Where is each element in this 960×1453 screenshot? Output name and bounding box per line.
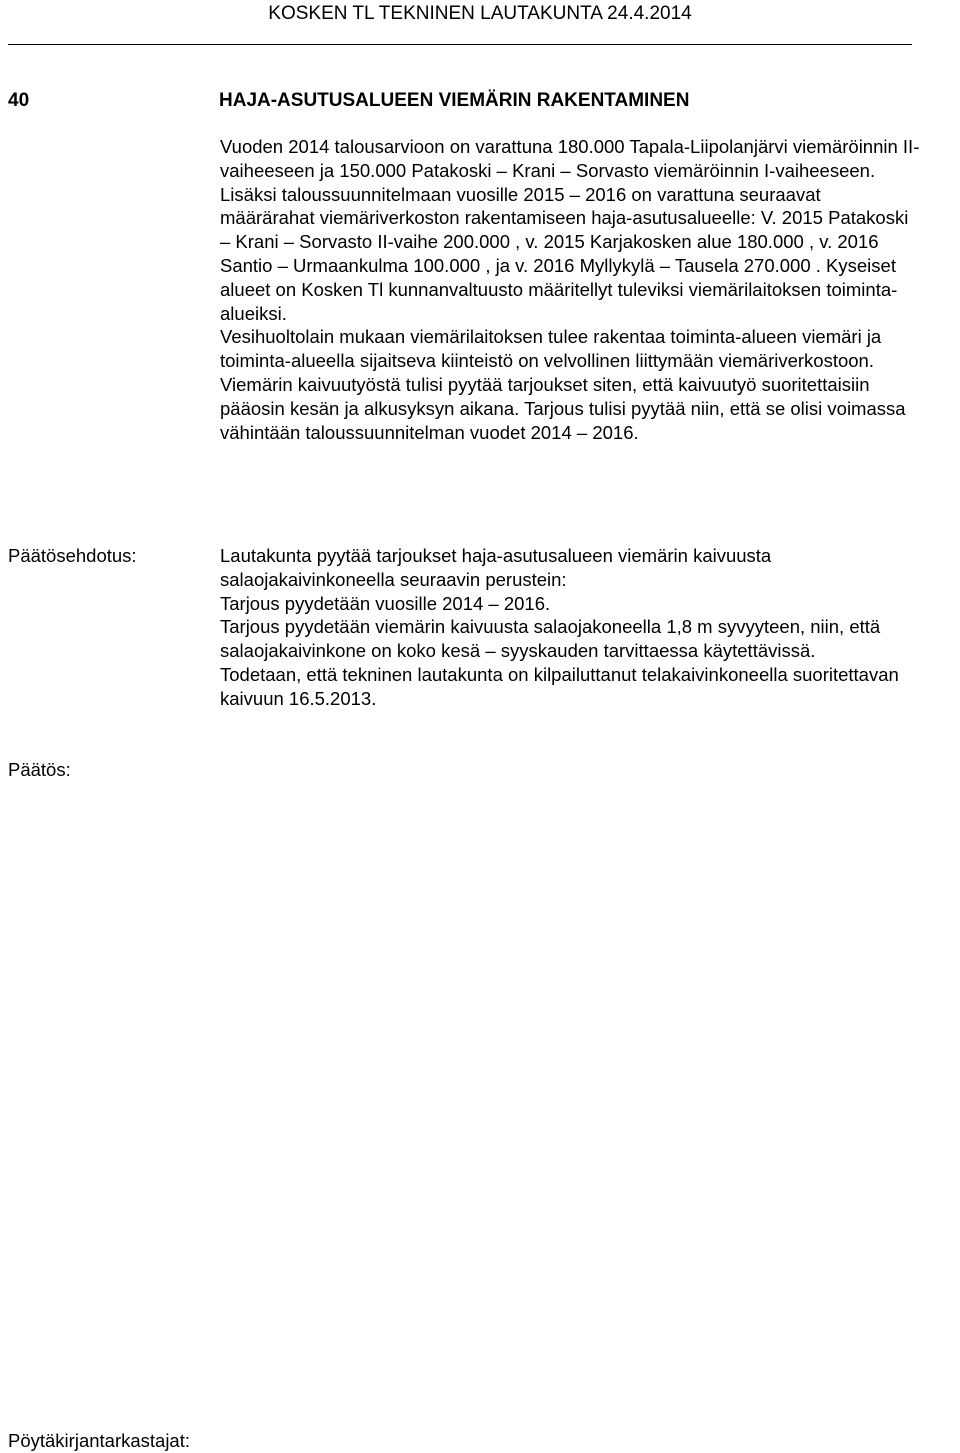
intro-paragraph: Vesihuoltolain mukaan viemärilaitoksen tulee rakentaa toiminta-alueen viemäri ja toiminta-alueella sijaitseva kiinteistö on velvollinen liittymään viemäriverkostoon.	[220, 326, 882, 372]
proposal-paragraph: Tarjous pyydetään vuosille 2014 – 2016.	[220, 592, 551, 614]
intro-text	[220, 135, 920, 444]
page-header	[0, 0, 960, 28]
section-title: HAJA-ASUTUSALUEEN VIEMÄRIN RAKENTAMINEN	[219, 90, 690, 111]
proposal-paragraph: Tarjous pyydetään viemärin kaivuusta salaojakoneella 1,8 m syvyyteen, niin, että salaojakaivinkone on koko kesä – syyskauden tarvittaessa käytettävissä.	[220, 616, 881, 662]
intro-paragraph: Lisäksi taloussuunnitelmaan vuosille 2015 – 2016 on varattuna seuraavat määrärahat viemäriverkoston rakentamiseen haja-asutusalueelle: V. 2015 Patakoski – Krani – Sorvasto II-vaihe 200.000 , v. 2015 Karjakosken alue 180.000 , v. 2016 Santio – Urmaankulma 100.000 , ja v. 2016 Myllykylä – Tausela 270.000 . Kyseiset alueet on Kosken Tl kunnanvaltuusto määritellyt tuleviksi viemärilaitoksen toiminta-alueiksi.	[220, 183, 909, 324]
header-divider	[8, 44, 912, 45]
section-number: 40	[8, 90, 30, 111]
intro-paragraph: Viemärin kaivuutyöstä tulisi pyytää tarjoukset siten, että kaivuutyö suoritettaisiin pääosin kesän ja alkusyksyn aikana. Tarjous tulisi pyytää niin, että se olisi voimassa vähintään taloussuunnitelman vuodet 2014 – 2016.	[220, 373, 906, 443]
footer-label: Pöytäkirjantarkastajat:	[8, 1430, 191, 1451]
proposal-text	[220, 544, 920, 711]
proposal-label: Päätösehdotus:	[8, 545, 137, 566]
intro-paragraph: Vuoden 2014 talousarvioon on varattuna 180.000 Tapala-Liipolanjärvi viemäröinnin II-vaiheeseen ja 150.000 Patakoski – Krani – Sorvasto viemäröinnin I-vaiheeseen.	[220, 136, 920, 181]
header-title: KOSKEN TL TEKNINEN LAUTAKUNTA 24.4.2014	[268, 3, 692, 24]
decision-label: Päätös:	[8, 759, 71, 780]
proposal-paragraph: Lautakunta pyytää tarjoukset haja-asutusalueen viemärin kaivuusta salaojakaivinkoneella seuraavin perustein:	[220, 545, 772, 590]
proposal-paragraph: Todetaan, että tekninen lautakunta on kilpailuttanut telakaivinkoneella suoritettavan kaivuun 16.5.2013.	[220, 663, 899, 709]
